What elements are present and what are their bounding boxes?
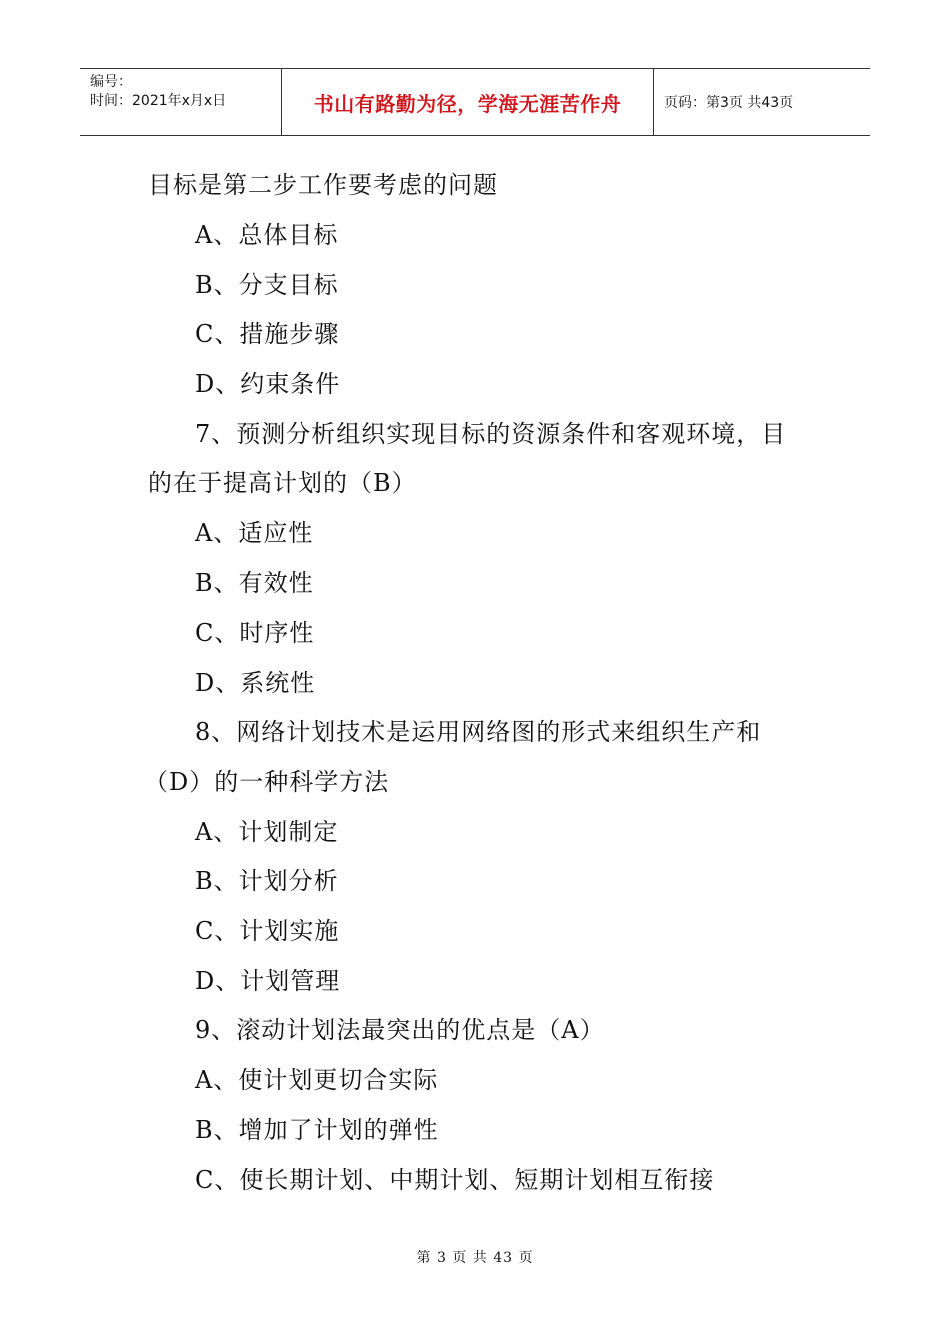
header-meta-cell [80,69,282,135]
header-motto-cell [282,69,654,135]
option-line: B、分支目标 [195,271,339,299]
option-line: D、约束条件 [195,370,341,398]
page-info-text: 页码：第3页 共43页 [664,95,794,111]
option-line: A、总体目标 [195,221,339,249]
question-line: 7、预测分析组织实现目标的资源条件和客观环境，目 [195,420,787,448]
option-line: B、增加了计划的弹性 [195,1116,439,1144]
option-line: D、系统性 [195,669,316,697]
serial-number-label: 编号： [90,74,132,90]
option-line: C、使长期计划、中期计划、短期计划相互衔接 [195,1166,715,1194]
question-line: 的在于提高计划的（B） [148,469,417,497]
header-page-cell [654,69,870,135]
option-line: A、使计划更切合实际 [195,1066,439,1094]
option-line: D、计划管理 [195,967,341,995]
date-label: 时间：2021年x月x日 [90,93,227,109]
motto-text: 书山有路勤为径，学海无涯苦作舟 [313,91,622,116]
option-line: C、计划实施 [195,917,340,945]
option-line: B、计划分析 [195,867,339,895]
question-line: 8、网络计划技术是运用网络图的形式来组织生产和 [195,718,762,746]
question-line: （D）的一种科学方法 [144,768,390,796]
page-footer: 第 3 页 共 43 页 [416,1250,534,1266]
text-line: 目标是第二步工作要考虑的问题 [148,171,498,199]
page-header [80,68,870,136]
option-line: A、计划制定 [195,818,339,846]
option-line: B、有效性 [195,569,314,597]
option-line: A、适应性 [195,519,314,547]
question-line: 9、滚动计划法最突出的优点是（A） [195,1016,605,1044]
option-line: C、措施步骤 [195,320,340,348]
option-line: C、时序性 [195,619,315,647]
